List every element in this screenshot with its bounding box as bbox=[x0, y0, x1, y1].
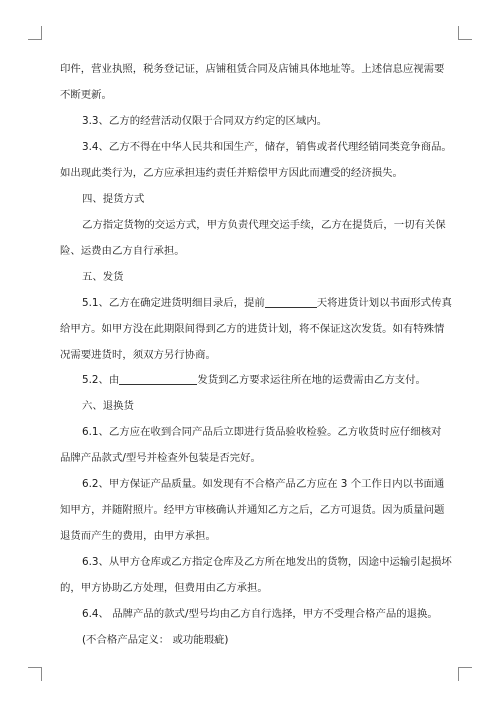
clause-text: 5.2、由 bbox=[82, 374, 120, 387]
crop-mark-top-right-v bbox=[458, 26, 459, 40]
section-heading-4: 四、提货方式 bbox=[82, 192, 145, 205]
paragraph-line: 况需要进货时，须双方另行协商。 bbox=[60, 348, 216, 361]
clause-text: 天将进货计划以书面形式传真 bbox=[316, 296, 452, 309]
section-heading-5: 五、发货 bbox=[82, 270, 124, 283]
clause-6-2: 6.2、甲方保证产品质量。如发现有不合格产品乙方应在 3 个工作日内以书面通 bbox=[82, 478, 445, 491]
fill-in-blank[interactable] bbox=[265, 296, 317, 308]
clause-5-2 bbox=[82, 373, 426, 387]
paragraph-line: 如出现此类行为，乙方应承担违约责任并赔偿甲方因此而遭受的经济损失。 bbox=[60, 166, 403, 179]
clause-text: 5.1、乙方在确定进货明细目录后，提前 bbox=[82, 296, 265, 309]
paragraph-line: 退货而产生的费用，由甲方承担。 bbox=[60, 530, 216, 543]
paragraph-line: 给甲方。如甲方没在此期限间得到乙方的进货计划，将不保证这次发货。如有特殊情 bbox=[60, 322, 445, 335]
crop-mark-bottom-right bbox=[458, 667, 472, 668]
clause-3-3: 3.3、乙方的经营活动仅限于合同双方约定的区域内。 bbox=[82, 114, 328, 127]
paragraph-line: 乙方指定货物的交运方式，甲方负责代理交运手续，乙方在提货后，一切有关保 bbox=[82, 218, 446, 231]
clause-text: 发货到乙方要求运往所在地的运费需由乙方支付。 bbox=[197, 374, 426, 387]
crop-mark-top-left bbox=[28, 39, 42, 40]
fill-in-blank[interactable] bbox=[119, 373, 197, 385]
section-heading-6: 六、退换货 bbox=[82, 400, 134, 413]
paragraph-line: 险、运费由乙方自行承担。 bbox=[60, 244, 185, 257]
crop-mark-bottom-right-v bbox=[458, 667, 459, 681]
crop-mark-top-right bbox=[458, 39, 472, 40]
clause-6-1: 6.1、乙方应在收到合同产品后立即进行货品验收检验。乙方收货时应仔细核对 bbox=[82, 426, 442, 439]
crop-mark-bottom-left-v bbox=[41, 667, 42, 681]
clause-5-1 bbox=[82, 296, 452, 310]
paragraph-line: 品牌产品款式/型号并检查外包装是否完好。 bbox=[60, 452, 261, 465]
crop-mark-bottom-left bbox=[28, 667, 42, 668]
definition-note: (不合格产品定义： 或功能瑕疵) bbox=[82, 634, 229, 646]
crop-mark-top-left-v bbox=[41, 26, 42, 40]
clause-6-3: 6.3、从甲方仓库或乙方指定仓库及乙方所在地发出的货物，因途中运输引起损坏 bbox=[82, 556, 452, 569]
paragraph-line: 的，甲方协助乙方处理，但费用由乙方承担。 bbox=[60, 582, 268, 595]
paragraph-line: 不断更新。 bbox=[60, 88, 112, 101]
clause-3-4: 3.4、乙方不得在中华人民共和国生产，储存，销售或者代理经销同类竞争商品。 bbox=[82, 140, 452, 153]
clause-6-4: 6.4、 品牌产品的款式/型号均由乙方自行选择，甲方不受理合格产品的退换。 bbox=[82, 608, 438, 621]
paragraph-line: 知甲方，并随附照片。经甲方审核确认并通知乙方之后，乙方可退货。因为质量问题 bbox=[60, 504, 445, 517]
paragraph-line: 印件，营业执照，税务登记证，店铺租赁合同及店铺具体地址等。上述信息应视需要 bbox=[60, 63, 445, 75]
